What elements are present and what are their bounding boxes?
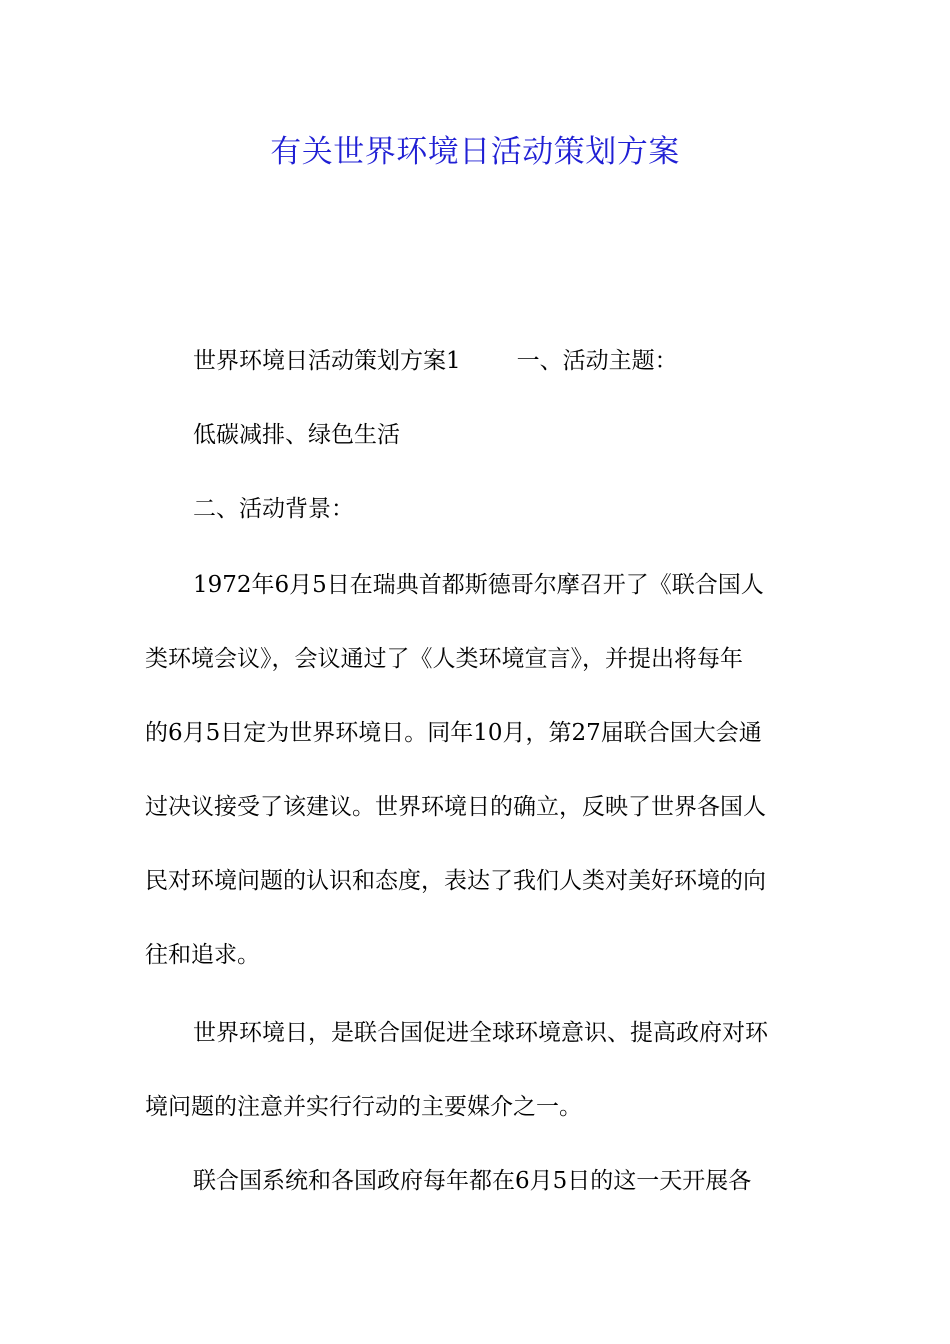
- paragraph-line: 民对环境问题的认识和态度，表达了我们人类对美好环境的向: [145, 868, 766, 894]
- paragraph-line: 类环境会议》，会议通过了《人类环境宣言》，并提出将每年: [145, 646, 743, 672]
- paragraph-line: 二、活动背景：: [193, 496, 354, 522]
- paragraph-theme-content: [145, 398, 815, 472]
- paragraph-un-activities: [145, 1144, 815, 1218]
- paragraph-heading-theme: [145, 324, 815, 398]
- section-intro-text: 世界环境日活动策划方案1: [193, 348, 461, 374]
- paragraph-line: 往和追求。: [145, 942, 260, 968]
- paragraph-line: 世界环境日，是联合国促进全球环境意识、提高政府对环: [193, 1020, 768, 1046]
- paragraph-line: 的6月5日定为世界环境日。同年10月，第27届联合国大会通: [145, 720, 762, 746]
- paragraph-line: 境问题的注意并实行行动的主要媒介之一。: [145, 1094, 582, 1120]
- paragraph-line: 过决议接受了该建议。世界环境日的确立，反映了世界各国人: [145, 794, 766, 820]
- paragraph-line: 1972年6月5日在瑞典首都斯德哥尔摩召开了《联合国人: [193, 572, 764, 598]
- section-heading-theme: 一、活动主题：: [516, 348, 678, 374]
- paragraph-heading-background: [145, 472, 815, 546]
- paragraph-line: 低碳减排、绿色生活: [193, 422, 400, 448]
- paragraph-environment-day-purpose: [145, 996, 815, 1144]
- paragraph-line: 联合国系统和各国政府每年都在6月5日的这一天开展各: [193, 1168, 752, 1194]
- document-title: 有关世界环境日活动策划方案: [270, 134, 680, 170]
- paragraph-line: [145, 324, 815, 398]
- paragraph-background-history: [145, 548, 815, 992]
